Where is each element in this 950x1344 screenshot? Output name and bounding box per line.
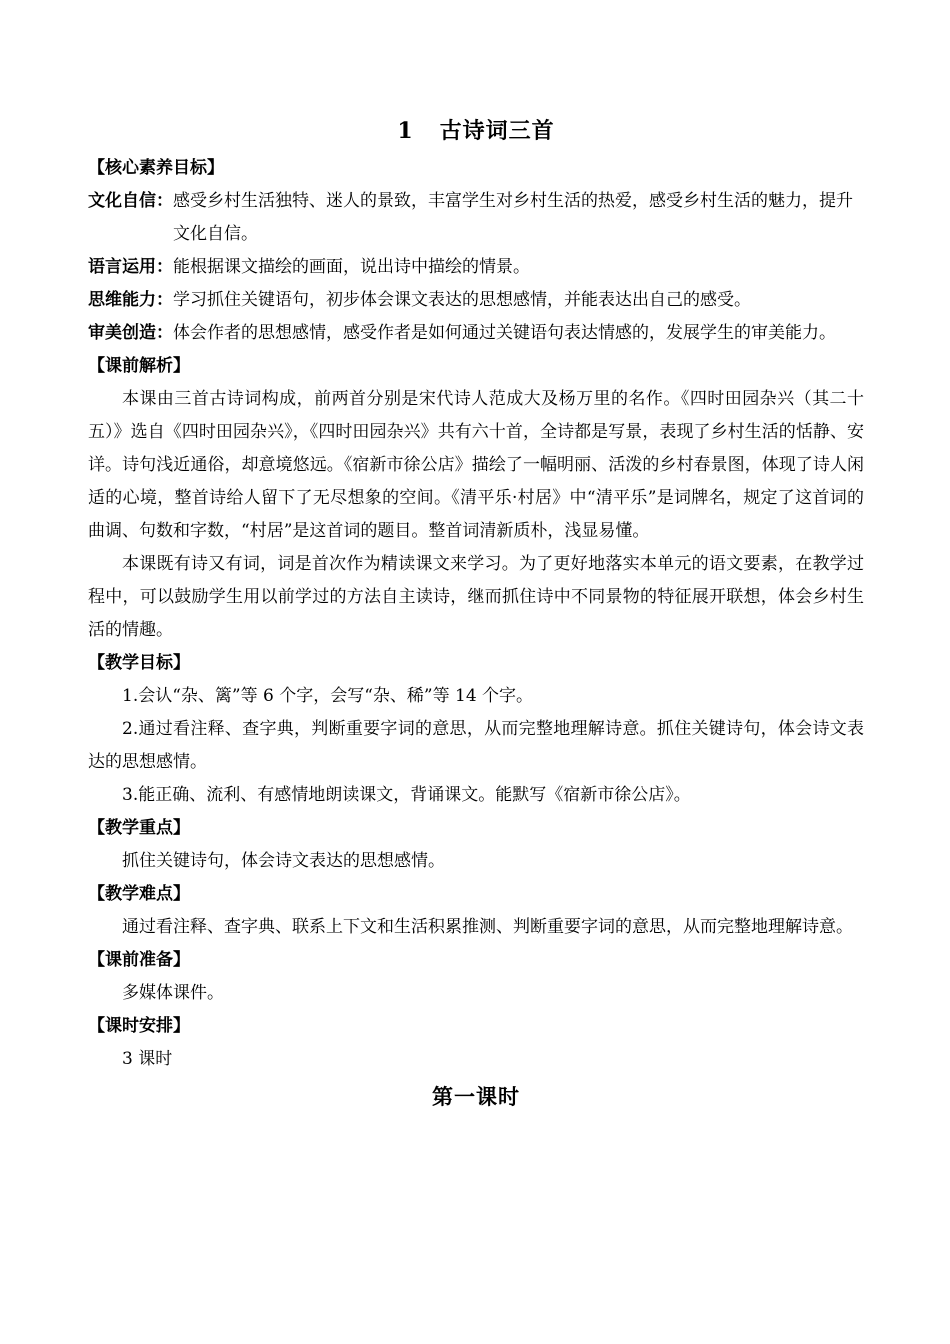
document-page bbox=[88, 114, 864, 1114]
goal-item bbox=[88, 185, 864, 251]
goal-label: 文化自信： bbox=[88, 191, 173, 211]
objectives-heading: 【教学目标】 bbox=[88, 653, 190, 673]
lesson-title bbox=[88, 114, 864, 148]
goal-label: 审美创造： bbox=[88, 323, 173, 343]
section-title: 第一课时 bbox=[432, 1084, 520, 1109]
schedule-text: 3 课时 bbox=[122, 1049, 173, 1069]
difficulties-heading: 【教学难点】 bbox=[88, 884, 190, 904]
core-goals-heading: 【核心素养目标】 bbox=[88, 158, 224, 178]
goal-text: 能根据课文描绘的画面，说出诗中描绘的情景。 bbox=[173, 257, 530, 277]
analysis-paragraph: 本课既有诗又有词，词是首次作为精读课文来学习。为了更好地落实本单元的语文要素，在教学过程中，可以鼓励学生用以前学过的方法自主读诗，继而抓住诗中不同景物的特征展开联想，体会乡村生活的情趣。 bbox=[88, 554, 864, 640]
goal-item bbox=[88, 251, 864, 284]
analysis-paragraph: 本课由三首古诗词构成，前两首分别是宋代诗人范成大及杨万里的名作。《四时田园杂兴（其二十五）》选自《四时田园杂兴》，《四时田园杂兴》共有六十首，全诗都是写景，表现了乡村生活的恬静、安详。诗句浅近通俗，却意境悠远。《宿新市徐公店》描绘了一幅明丽、活泼的乡村春景图，体现了诗人闲适的心境，整首诗给人留下了无尽想象的空间。《清平乐·村居》中“清平乐”是词牌名，规定了这首词的曲调、句数和字数，“村居”是这首词的题目。整首词清新质朴，浅显易懂。 bbox=[88, 389, 864, 541]
goal-label: 语言运用： bbox=[88, 257, 173, 277]
objective-item: 2.通过看注释、查字典，判断重要字词的意思，从而完整地理解诗意。抓住关键诗句，体会诗文表达的思想感情。 bbox=[88, 719, 864, 772]
objective-item: 3.能正确、流利、有感情地朗读课文，背诵课文。能默写《宿新市徐公店》。 bbox=[122, 785, 691, 805]
goal-text: 体会作者的思想感情，感受作者是如何通过关键语句表达情感的，发展学生的审美能力。 bbox=[173, 323, 836, 343]
analysis-heading: 【课前解析】 bbox=[88, 356, 190, 376]
schedule-heading: 【课时安排】 bbox=[88, 1016, 190, 1036]
goal-text: 感受乡村生活独特、迷人的景致，丰富学生对乡村生活的热爱，感受乡村生活的魅力，提升文化自信。 bbox=[173, 191, 853, 244]
goal-text: 学习抓住关键语句，初步体会课文表达的思想感情，并能表达出自己的感受。 bbox=[173, 290, 751, 310]
preparation-text: 多媒体课件。 bbox=[122, 983, 224, 1003]
goal-label: 思维能力： bbox=[88, 290, 173, 310]
objective-item: 1.会认“杂、篱”等 6 个字，会写“杂、稀”等 14 个字。 bbox=[122, 686, 534, 706]
preparation-heading: 【课前准备】 bbox=[88, 950, 190, 970]
goal-item bbox=[88, 284, 864, 317]
goal-item bbox=[88, 317, 864, 350]
key-points-heading: 【教学重点】 bbox=[88, 818, 190, 838]
key-points-text: 抓住关键诗句，体会诗文表达的思想感情。 bbox=[122, 851, 445, 871]
difficulties-text: 通过看注释、查字典、联系上下文和生活积累推测、判断重要字词的意思，从而完整地理解诗意。 bbox=[122, 917, 853, 937]
lesson-title-text: 古诗词三首 bbox=[439, 118, 555, 144]
lesson-number: 1 bbox=[397, 118, 414, 144]
